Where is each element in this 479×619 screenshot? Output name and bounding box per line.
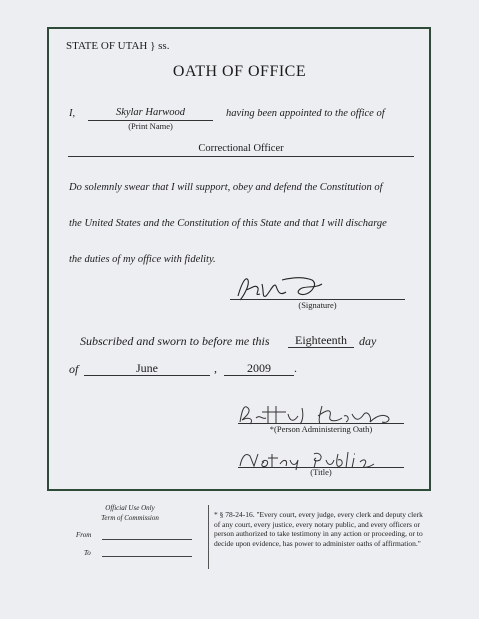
day-word: day: [359, 334, 377, 348]
term-of-commission-label: Term of Commission: [101, 514, 159, 522]
of-word: of: [69, 362, 79, 376]
to-label: To: [84, 549, 91, 557]
name-value: Skylar Harwood: [115, 107, 186, 118]
office-value: Correctional Officer: [198, 143, 284, 154]
to-line: [102, 556, 192, 557]
footer-divider: [208, 505, 209, 569]
document-title: OATH OF OFFICE: [172, 63, 307, 80]
subscribed-text: Subscribed and sworn to before me this: [80, 334, 270, 348]
year-underline: [224, 375, 294, 376]
official-use-label: Official Use Only: [105, 504, 155, 512]
statute-text: * § 78-24-16. "Every court, every judge, every clerk and deputy clerk of any court, every justice, every notary public, and every officers or person authorized to take testimony in any action or proceeding, or to decide upon evidence, has power to administer oaths of affirmation.": [214, 510, 423, 548]
year-value: 2009: [247, 361, 271, 375]
oath-paragraph-line-1: Do solemnly swear that I will support, obey and defend the Constitution of: [69, 182, 383, 193]
from-label: From: [76, 531, 92, 539]
from-line: [102, 539, 192, 540]
month-value: June: [136, 361, 158, 375]
oath-paragraph-line-3: the duties of my office with fidelity.: [69, 254, 216, 265]
day-underline: [288, 347, 354, 348]
date-comma: ,: [214, 361, 217, 375]
day-value: Eighteenth: [295, 333, 347, 347]
appointed-text: having been appointed to the office of: [226, 108, 385, 119]
office-underline: [68, 156, 414, 157]
month-underline: [84, 375, 210, 376]
oath-paragraph-line-2: the United States and the Constitution of this State and that I will discharge: [69, 218, 387, 229]
date-period: .: [294, 361, 297, 375]
signature-label: (Signature): [298, 300, 337, 310]
print-name-label: (Print Name): [128, 121, 173, 131]
title-label: (Title): [310, 467, 332, 477]
administering-label: *(Person Administering Oath): [269, 424, 373, 434]
official-use-block: [60, 503, 200, 523]
state-line: STATE OF UTAH } ss.: [66, 40, 170, 52]
i-label: I,: [69, 108, 76, 119]
